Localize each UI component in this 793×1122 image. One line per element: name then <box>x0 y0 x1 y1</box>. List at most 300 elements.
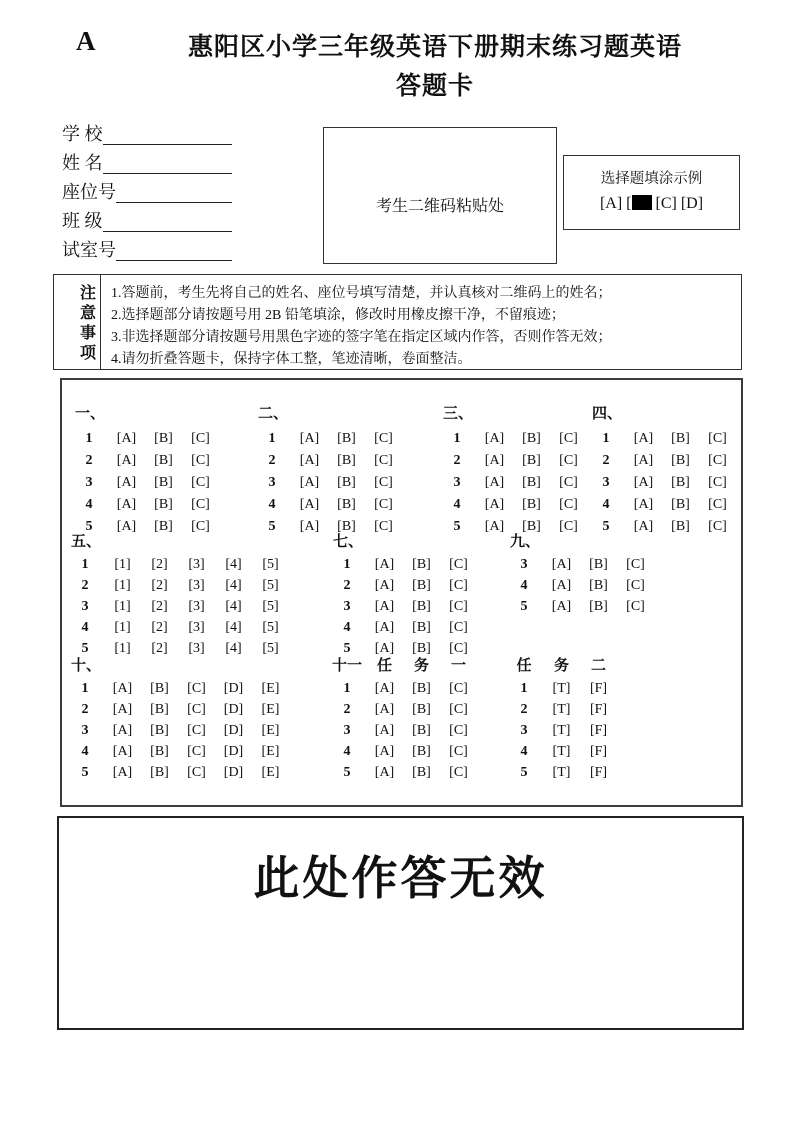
question-row <box>253 429 402 451</box>
question-row <box>438 473 587 495</box>
question-number: 1 <box>85 431 93 446</box>
student-field <box>62 232 232 261</box>
question-row <box>505 721 617 742</box>
option-bubble[interactable]: [B] <box>522 431 541 446</box>
option-bubble[interactable]: [D] <box>223 744 244 759</box>
option-bubble[interactable]: [E] <box>261 723 280 738</box>
option-bubble[interactable]: [1] <box>114 557 131 572</box>
option-bubble[interactable]: [C] <box>708 431 727 446</box>
question-number: 1 <box>453 431 461 446</box>
option-bubble[interactable]: [C] <box>708 453 727 468</box>
option-bubble[interactable]: [C] <box>626 557 645 572</box>
option-bubble[interactable]: [C] <box>449 681 468 696</box>
option-bubble[interactable]: [B] <box>150 681 169 696</box>
question-row <box>66 679 289 700</box>
question-number: 2 <box>85 453 93 468</box>
question-number: 2 <box>81 578 89 593</box>
option-bubble[interactable]: [A] <box>374 744 395 759</box>
question-row <box>66 700 289 721</box>
option-bubble[interactable]: [A] <box>374 702 395 717</box>
option-bubble[interactable]: [A] <box>633 453 654 468</box>
option-bubble[interactable]: [A] <box>116 497 137 512</box>
option-bubble[interactable]: [B] <box>337 453 356 468</box>
option-bubble[interactable]: [C] <box>449 599 468 614</box>
option-bubble[interactable]: [B] <box>337 497 356 512</box>
option-bubble[interactable]: [C] <box>559 497 578 512</box>
option-bubble[interactable]: [A] <box>374 681 395 696</box>
option-bubble[interactable]: [4] <box>225 599 242 614</box>
section-title: 一、 <box>75 406 106 422</box>
option-bubble[interactable]: [C] <box>559 475 578 490</box>
option-bubble[interactable]: [2] <box>151 641 168 656</box>
notice-items <box>101 275 612 369</box>
option-bubble[interactable]: [A] <box>116 453 137 468</box>
option-bubble[interactable]: [B] <box>522 453 541 468</box>
question-row <box>66 721 289 742</box>
option-bubble[interactable]: [E] <box>261 765 280 780</box>
field-underline[interactable] <box>103 124 233 145</box>
notice-side-char: 项 <box>79 345 96 362</box>
question-number: 1 <box>268 431 276 446</box>
option-bubble[interactable]: [C] <box>374 431 393 446</box>
question-row <box>328 700 477 721</box>
question-number: 3 <box>268 475 276 490</box>
question-number: 4 <box>453 497 461 512</box>
option-bubble[interactable]: [A] <box>484 431 505 446</box>
section-title <box>505 656 617 676</box>
option-bubble[interactable]: [A] <box>374 641 395 656</box>
question-row <box>328 742 477 763</box>
option-bubble[interactable]: [C] <box>626 578 645 593</box>
question-row <box>587 429 736 451</box>
student-field <box>62 145 232 174</box>
question-number: 5 <box>85 519 93 534</box>
option-bubble[interactable]: [A] <box>484 497 505 512</box>
option-bubble[interactable]: [4] <box>225 641 242 656</box>
question-number: 2 <box>602 453 610 468</box>
question-number: 5 <box>602 519 610 534</box>
question-row <box>587 495 736 517</box>
answer-section-sec-11 <box>328 656 477 784</box>
option-bubble[interactable]: [C] <box>374 497 393 512</box>
option-bubble[interactable]: [B] <box>412 620 431 635</box>
question-row <box>328 597 477 618</box>
answer-section-sec-3 <box>438 404 587 539</box>
option-bubble[interactable]: [B] <box>337 475 356 490</box>
option-bubble[interactable]: [A] <box>374 557 395 572</box>
option-bubble[interactable]: [A] <box>112 744 133 759</box>
option-bubble[interactable]: [C] <box>559 453 578 468</box>
option-bubble[interactable]: [4] <box>225 557 242 572</box>
option-bubble[interactable]: [A] <box>299 475 320 490</box>
fill-example-options <box>564 195 739 213</box>
option-bubble[interactable]: [B] <box>671 453 690 468</box>
section-title-char: 务 <box>553 658 569 674</box>
option-bubble[interactable]: [C] <box>374 475 393 490</box>
option-bubble[interactable]: [T] <box>552 744 571 759</box>
option-bubble[interactable]: [3] <box>188 599 205 614</box>
option-bubble[interactable]: [A] <box>112 765 133 780</box>
option-bubble[interactable]: [2] <box>151 578 168 593</box>
qr-code-paste-area <box>323 127 557 264</box>
question-number: 4 <box>343 744 351 759</box>
option-bubble[interactable]: [A] <box>633 431 654 446</box>
field-label: 学 校 <box>62 124 103 144</box>
question-row <box>328 763 477 784</box>
option-bubble[interactable]: [C] <box>187 681 206 696</box>
student-field <box>62 174 232 203</box>
fill-example-after: [C] [D] <box>651 195 704 212</box>
section-title: 四、 <box>592 406 623 422</box>
notice-side-char: 意 <box>79 305 96 322</box>
student-field <box>62 116 232 145</box>
option-bubble[interactable]: [B] <box>522 497 541 512</box>
section-title-char: 十一 <box>331 658 362 674</box>
option-bubble[interactable]: [C] <box>559 431 578 446</box>
question-row <box>438 429 587 451</box>
question-number: 1 <box>602 431 610 446</box>
option-bubble[interactable]: [F] <box>589 723 608 738</box>
question-number: 5 <box>81 641 89 656</box>
option-bubble[interactable]: [D] <box>223 681 244 696</box>
option-bubble[interactable]: [B] <box>150 723 169 738</box>
question-number: 1 <box>343 557 351 572</box>
section-title: 七、 <box>333 534 364 550</box>
student-field <box>62 203 232 232</box>
field-underline[interactable] <box>116 182 232 203</box>
option-bubble[interactable]: [A] <box>633 475 654 490</box>
field-underline[interactable] <box>116 240 232 261</box>
option-bubble[interactable]: [B] <box>337 431 356 446</box>
option-bubble[interactable]: [A] <box>299 453 320 468</box>
notice-side-char: 事 <box>79 325 96 342</box>
option-bubble[interactable]: [B] <box>150 702 169 717</box>
option-bubble[interactable]: [2] <box>151 620 168 635</box>
option-bubble[interactable]: [B] <box>154 519 173 534</box>
option-bubble[interactable]: [B] <box>522 519 541 534</box>
option-bubble[interactable]: [T] <box>552 765 571 780</box>
question-number: 1 <box>81 681 89 696</box>
option-bubble[interactable]: [C] <box>374 453 393 468</box>
field-label: 姓 名 <box>62 153 103 173</box>
option-bubble[interactable]: [C] <box>708 519 727 534</box>
question-row <box>253 495 402 517</box>
option-bubble[interactable]: [B] <box>154 453 173 468</box>
option-bubble[interactable]: [C] <box>449 578 468 593</box>
option-bubble[interactable]: [B] <box>412 702 431 717</box>
option-bubble[interactable]: [B] <box>150 765 169 780</box>
exam-version-label: A <box>76 26 96 56</box>
question-row <box>253 473 402 495</box>
option-bubble[interactable]: [B] <box>412 641 431 656</box>
notice-side-char: 注 <box>79 285 96 302</box>
section-title-char: 任 <box>516 658 532 674</box>
question-row <box>328 555 477 576</box>
question-row <box>70 473 219 495</box>
question-number: 3 <box>602 475 610 490</box>
option-bubble[interactable]: [3] <box>188 557 205 572</box>
option-bubble[interactable]: [A] <box>484 475 505 490</box>
option-bubble[interactable]: [C] <box>191 519 210 534</box>
option-bubble[interactable]: [E] <box>261 681 280 696</box>
option-bubble[interactable]: [T] <box>552 681 571 696</box>
question-row <box>66 576 289 597</box>
option-bubble[interactable]: [F] <box>589 681 608 696</box>
option-bubble[interactable]: [A] <box>299 497 320 512</box>
option-bubble[interactable]: [B] <box>589 557 608 572</box>
option-bubble[interactable]: [C] <box>708 475 727 490</box>
question-row <box>505 763 617 784</box>
option-bubble[interactable]: [C] <box>191 497 210 512</box>
option-bubble[interactable]: [1] <box>114 578 131 593</box>
option-bubble[interactable]: [4] <box>225 578 242 593</box>
option-bubble[interactable]: [C] <box>626 599 645 614</box>
question-row <box>505 742 617 763</box>
option-bubble[interactable]: [B] <box>412 765 431 780</box>
option-bubble[interactable]: [2] <box>151 557 168 572</box>
question-row <box>587 451 736 473</box>
option-bubble[interactable]: [A] <box>299 431 320 446</box>
section-title-char: 任 <box>376 658 392 674</box>
option-bubble[interactable]: [B] <box>522 475 541 490</box>
option-bubble[interactable]: [1] <box>114 620 131 635</box>
option-bubble[interactable]: [B] <box>412 681 431 696</box>
option-bubble[interactable]: [4] <box>225 620 242 635</box>
notice-item: 2.选择题部分请按题号用 2B 铅笔填涂，修改时用橡皮擦干净，不留痕迹； <box>111 308 565 323</box>
option-bubble[interactable]: [C] <box>191 475 210 490</box>
question-number: 4 <box>81 620 89 635</box>
qr-code-paste-label: 考生二维码粘贴处 <box>375 198 504 215</box>
option-bubble[interactable]: [5] <box>262 641 279 656</box>
answer-section-sec-9 <box>505 532 654 618</box>
option-bubble[interactable]: [B] <box>671 497 690 512</box>
option-bubble[interactable]: [1] <box>114 641 131 656</box>
option-bubble[interactable]: [T] <box>552 702 571 717</box>
question-number: 4 <box>85 497 93 512</box>
option-bubble[interactable]: [A] <box>484 519 505 534</box>
question-number: 2 <box>268 453 276 468</box>
option-bubble[interactable]: [F] <box>589 744 608 759</box>
question-number: 4 <box>602 497 610 512</box>
option-bubble[interactable]: [F] <box>589 765 608 780</box>
question-number: 5 <box>453 519 461 534</box>
question-row <box>66 618 289 639</box>
question-number: 1 <box>81 557 89 572</box>
option-bubble[interactable]: [C] <box>449 702 468 717</box>
option-bubble[interactable]: [5] <box>262 557 279 572</box>
option-bubble[interactable]: [B] <box>671 475 690 490</box>
question-number: 2 <box>343 578 351 593</box>
page-title-line2: 答题卡 <box>395 72 474 100</box>
option-bubble[interactable]: [A] <box>112 702 133 717</box>
option-bubble[interactable]: [3] <box>188 578 205 593</box>
question-number: 5 <box>81 765 89 780</box>
field-label: 试室号 <box>62 240 116 260</box>
question-number: 3 <box>453 475 461 490</box>
option-bubble[interactable]: [A] <box>374 765 395 780</box>
answer-section-sec-5 <box>66 532 289 660</box>
option-bubble[interactable]: [B] <box>671 519 690 534</box>
field-underline[interactable] <box>103 211 233 232</box>
question-row <box>70 451 219 473</box>
answer-section-sec-7 <box>328 532 477 660</box>
option-bubble[interactable]: [C] <box>374 519 393 534</box>
filled-mark <box>632 195 652 210</box>
option-bubble[interactable]: [C] <box>708 497 727 512</box>
option-bubble[interactable]: [1] <box>114 599 131 614</box>
option-bubble[interactable]: [B] <box>671 431 690 446</box>
answer-section-sec-10 <box>66 656 289 784</box>
question-number: 2 <box>343 702 351 717</box>
question-number: 2 <box>520 702 528 717</box>
option-bubble[interactable]: [E] <box>261 744 280 759</box>
option-bubble[interactable]: [E] <box>261 702 280 717</box>
option-bubble[interactable]: [A] <box>374 723 395 738</box>
fill-example-box <box>563 155 740 230</box>
option-bubble[interactable]: [B] <box>412 744 431 759</box>
option-bubble[interactable]: [C] <box>187 765 206 780</box>
option-bubble[interactable]: [5] <box>262 620 279 635</box>
option-bubble[interactable]: [T] <box>552 723 571 738</box>
option-bubble[interactable]: [B] <box>337 519 356 534</box>
question-number: 4 <box>343 620 351 635</box>
answer-section-sec-1 <box>70 404 219 539</box>
option-bubble[interactable]: [C] <box>449 620 468 635</box>
option-bubble[interactable]: [A] <box>112 681 133 696</box>
answer-section-sec-2 <box>253 404 402 539</box>
option-bubble[interactable]: [B] <box>154 475 173 490</box>
notice-side-label <box>54 275 101 369</box>
option-bubble[interactable]: [F] <box>589 702 608 717</box>
option-bubble[interactable]: [C] <box>449 744 468 759</box>
fill-example-title: 选择题填涂示例 <box>600 171 703 187</box>
section-title-char: 务 <box>413 658 429 674</box>
option-bubble[interactable]: [B] <box>589 599 608 614</box>
option-bubble[interactable]: [B] <box>150 744 169 759</box>
option-bubble[interactable]: [B] <box>412 578 431 593</box>
page-title <box>110 28 760 106</box>
question-number: 5 <box>520 765 528 780</box>
option-bubble[interactable]: [A] <box>374 599 395 614</box>
section-title: 三、 <box>443 406 474 422</box>
option-bubble[interactable]: [A] <box>633 497 654 512</box>
option-bubble[interactable]: [C] <box>449 765 468 780</box>
student-fields <box>62 116 232 261</box>
option-bubble[interactable]: [C] <box>187 744 206 759</box>
option-bubble[interactable]: [B] <box>412 723 431 738</box>
option-bubble[interactable]: [A] <box>116 519 137 534</box>
option-bubble[interactable]: [A] <box>551 557 572 572</box>
option-bubble[interactable]: [C] <box>187 702 206 717</box>
question-number: 1 <box>520 681 528 696</box>
page-title-line1: 惠阳区小学三年级英语下册期末练习题英语 <box>187 33 682 61</box>
question-number: 4 <box>520 578 528 593</box>
question-number: 3 <box>520 723 528 738</box>
question-row <box>587 473 736 495</box>
option-bubble[interactable]: [A] <box>116 475 137 490</box>
option-bubble[interactable]: [B] <box>154 431 173 446</box>
option-bubble[interactable]: [3] <box>188 641 205 656</box>
question-row <box>70 429 219 451</box>
option-bubble[interactable]: [A] <box>484 453 505 468</box>
option-bubble[interactable]: [A] <box>551 599 572 614</box>
option-bubble[interactable]: [5] <box>262 599 279 614</box>
option-bubble[interactable]: [A] <box>374 620 395 635</box>
question-number: 2 <box>81 702 89 717</box>
question-row <box>505 576 654 597</box>
option-bubble[interactable]: [A] <box>551 578 572 593</box>
option-bubble[interactable]: [A] <box>374 578 395 593</box>
fill-example-before: [A] [ <box>599 195 632 212</box>
question-row <box>328 679 477 700</box>
question-row <box>328 576 477 597</box>
question-number: 5 <box>343 641 351 656</box>
option-bubble[interactable]: [B] <box>154 497 173 512</box>
option-bubble[interactable]: [B] <box>589 578 608 593</box>
option-bubble[interactable]: [A] <box>299 519 320 534</box>
option-bubble[interactable]: [A] <box>116 431 137 446</box>
question-number: 4 <box>81 744 89 759</box>
question-row <box>66 763 289 784</box>
question-number: 3 <box>520 557 528 572</box>
option-bubble[interactable]: [C] <box>191 431 210 446</box>
option-bubble[interactable]: [3] <box>188 620 205 635</box>
option-bubble[interactable]: [C] <box>449 557 468 572</box>
option-bubble[interactable]: [5] <box>262 578 279 593</box>
question-row <box>505 700 617 721</box>
notice-box <box>53 274 742 370</box>
question-number: 3 <box>343 723 351 738</box>
field-label: 班 级 <box>62 211 103 231</box>
question-row <box>438 451 587 473</box>
answer-section-sec-4 <box>587 404 736 539</box>
section-title: 五、 <box>71 534 102 550</box>
notice-item: 4.请勿折叠答题卡，保持字体工整，笔迹清晰，卷面整洁。 <box>111 352 472 367</box>
option-bubble[interactable]: [A] <box>633 519 654 534</box>
option-bubble[interactable]: [2] <box>151 599 168 614</box>
invalid-answer-area <box>57 816 744 1030</box>
question-row <box>70 495 219 517</box>
option-bubble[interactable]: [D] <box>223 723 244 738</box>
option-bubble[interactable]: [B] <box>412 557 431 572</box>
question-number: 5 <box>520 599 528 614</box>
option-bubble[interactable]: [C] <box>187 723 206 738</box>
option-bubble[interactable]: [D] <box>223 702 244 717</box>
option-bubble[interactable]: [B] <box>412 599 431 614</box>
question-number: 4 <box>268 497 276 512</box>
option-bubble[interactable]: [D] <box>223 765 244 780</box>
section-title-char: 二 <box>590 658 606 674</box>
question-number: 5 <box>343 765 351 780</box>
question-row <box>505 679 617 700</box>
question-number: 4 <box>520 744 528 759</box>
question-number: 3 <box>343 599 351 614</box>
question-row <box>505 555 654 576</box>
section-title: 九、 <box>510 534 541 550</box>
notice-item: 3.非选择题部分请按题号用黑色字迹的签字笔在指定区域内作答，否则作答无效； <box>111 330 612 345</box>
question-number: 2 <box>453 453 461 468</box>
question-row <box>328 721 477 742</box>
option-bubble[interactable]: [C] <box>449 723 468 738</box>
option-bubble[interactable]: [C] <box>449 641 468 656</box>
option-bubble[interactable]: [C] <box>191 453 210 468</box>
question-row <box>328 618 477 639</box>
option-bubble[interactable]: [A] <box>112 723 133 738</box>
field-underline[interactable] <box>103 153 233 174</box>
question-number: 3 <box>81 599 89 614</box>
section-title: 二、 <box>258 406 289 422</box>
option-bubble[interactable]: [C] <box>559 519 578 534</box>
